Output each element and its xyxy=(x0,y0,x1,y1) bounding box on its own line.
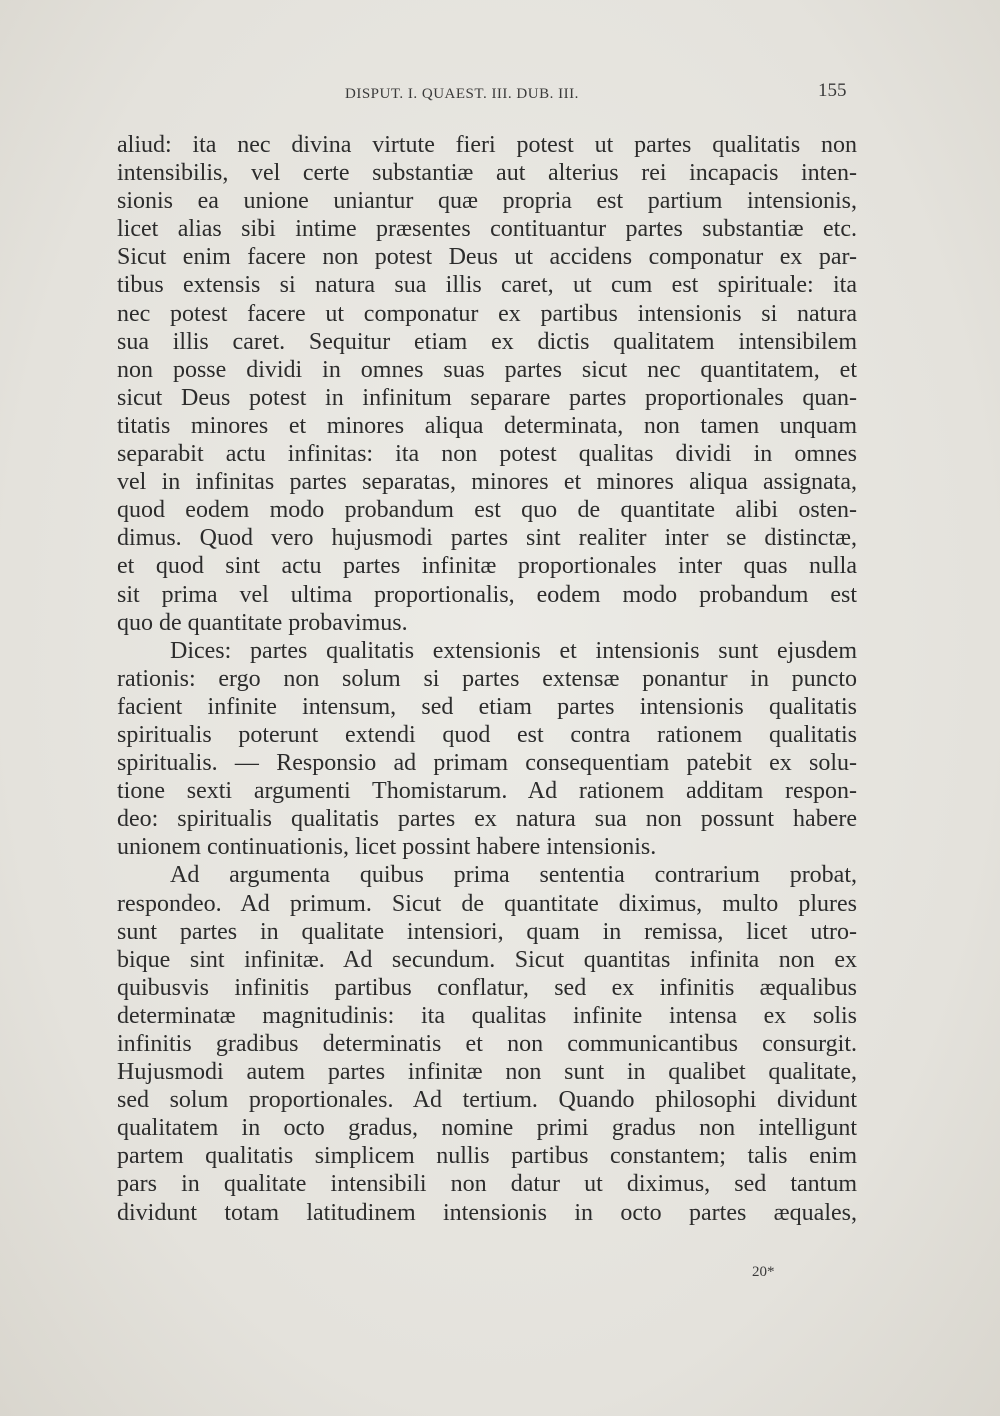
text-line: quibusvis infinitis partibus conflatur, sed ex infinitis æqualibus xyxy=(117,974,857,1001)
text-line: Sicut enim facere non potest Deus ut accidens componatur ex par- xyxy=(117,244,857,271)
text-line: qualitatem in octo gradus, nomine primi gradus non intelligunt xyxy=(117,1115,857,1142)
text-line: Ad argumenta quibus prima sententia contrarium probat, xyxy=(170,862,857,889)
paragraph-3 xyxy=(117,861,857,1226)
text-line: non posse dividi in omnes suas partes sicut nec quantitatem, et xyxy=(117,356,857,383)
text-line: deo: spiritualis qualitatis partes ex natura sua non possunt habere xyxy=(117,806,857,833)
text-line: intensibilis, vel certe substantiæ aut alterius rei incapacis inten- xyxy=(117,160,857,187)
text-line: vel in infinitas partes separatas, minores et minores aliqua assignata, xyxy=(117,469,857,496)
text-line: sua illis caret. Sequitur etiam ex dictis qualitatem intensibilem xyxy=(117,328,857,355)
signature-mark: 20* xyxy=(752,1264,775,1280)
text-line: determinatæ magnitudinis: ita qualitas infinite intensa ex solis xyxy=(117,1002,857,1029)
text-line: respondeo. Ad primum. Sicut de quantitate diximus, multo plures xyxy=(117,890,857,917)
text-line: quo de quantitate probavimus. xyxy=(117,609,408,636)
text-line: bique sint infinitæ. Ad secundum. Sicut quantitas infinita non ex xyxy=(117,946,857,973)
text-line: titatis minores et minores aliqua determinata, non tamen unquam xyxy=(117,412,857,439)
text-line: sunt partes in qualitate intensiori, quam in remissa, licet utro- xyxy=(117,918,857,945)
page-number: 155 xyxy=(818,80,847,101)
text-line: tione sexti argumenti Thomistarum. Ad rationem additam respon- xyxy=(117,778,857,805)
text-line: partem qualitatis simplicem nullis partibus constantem; talis enim xyxy=(117,1143,857,1170)
paragraph-1 xyxy=(117,131,857,637)
text-line: dividunt totam latitudinem intensionis in octo partes æquales, xyxy=(117,1199,857,1226)
text-line: et quod sint actu partes infinitæ proportionales inter quas nulla xyxy=(117,553,857,580)
text-line: rationis: ergo non solum si partes extensæ ponantur in puncto xyxy=(117,665,857,692)
body-text xyxy=(117,131,857,1227)
text-line: sionis ea unione uniantur quæ propria est partium intensionis, xyxy=(117,188,857,215)
text-line: separabit actu infinitas: ita non potest qualitas dividi in omnes xyxy=(117,441,857,468)
text-line: quod eodem modo probandum est quo de quantitate alibi osten- xyxy=(117,497,857,524)
text-line: spiritualis poterunt extendi quod est contra rationem qualitatis xyxy=(117,721,857,748)
text-line: sicut Deus potest in infinitum separare partes proportionales quan- xyxy=(117,384,857,411)
text-line: unionem continuationis, licet possint habere intensionis. xyxy=(117,834,657,861)
text-line: spiritualis. — Responsio ad primam consequentiam patebit ex solu- xyxy=(117,750,857,777)
text-line: infinitis gradibus determinatis et non communicantibus consurgit. xyxy=(117,1031,857,1057)
text-line: licet alias sibi intime præsentes contituantur partes substantiæ etc. xyxy=(117,216,857,243)
text-line: tibus extensis si natura sua illis caret, ut cum est spirituale: ita xyxy=(117,272,857,299)
text-line: sed solum proportionales. Ad tertium. Quando philosophi dividunt xyxy=(117,1087,857,1114)
text-line: Dices: partes qualitatis extensionis et intensionis sunt ejusdem xyxy=(170,637,857,664)
text-line: facient infinite intensum, sed etiam partes intensionis qualitatis xyxy=(117,693,857,720)
text-line: pars in qualitate intensibili non datur ut diximus, sed tantum xyxy=(117,1171,857,1198)
paragraph-2 xyxy=(117,637,857,862)
text-line: sit prima vel ultima proportionalis, eodem modo probandum est xyxy=(117,581,857,608)
running-head: DISPUT. I. QUAEST. III. DUB. III. xyxy=(345,86,579,102)
text-line: aliud: ita nec divina virtute fieri potest ut partes qualitatis non xyxy=(117,132,857,158)
text-line: nec potest facere ut componatur ex partibus intensionis si natura xyxy=(117,300,857,327)
text-line: Hujusmodi autem partes infinitæ non sunt in qualibet qualitate, xyxy=(117,1059,857,1086)
text-line: dimus. Quod vero hujusmodi partes sint realiter inter se distinctæ, xyxy=(117,525,857,552)
